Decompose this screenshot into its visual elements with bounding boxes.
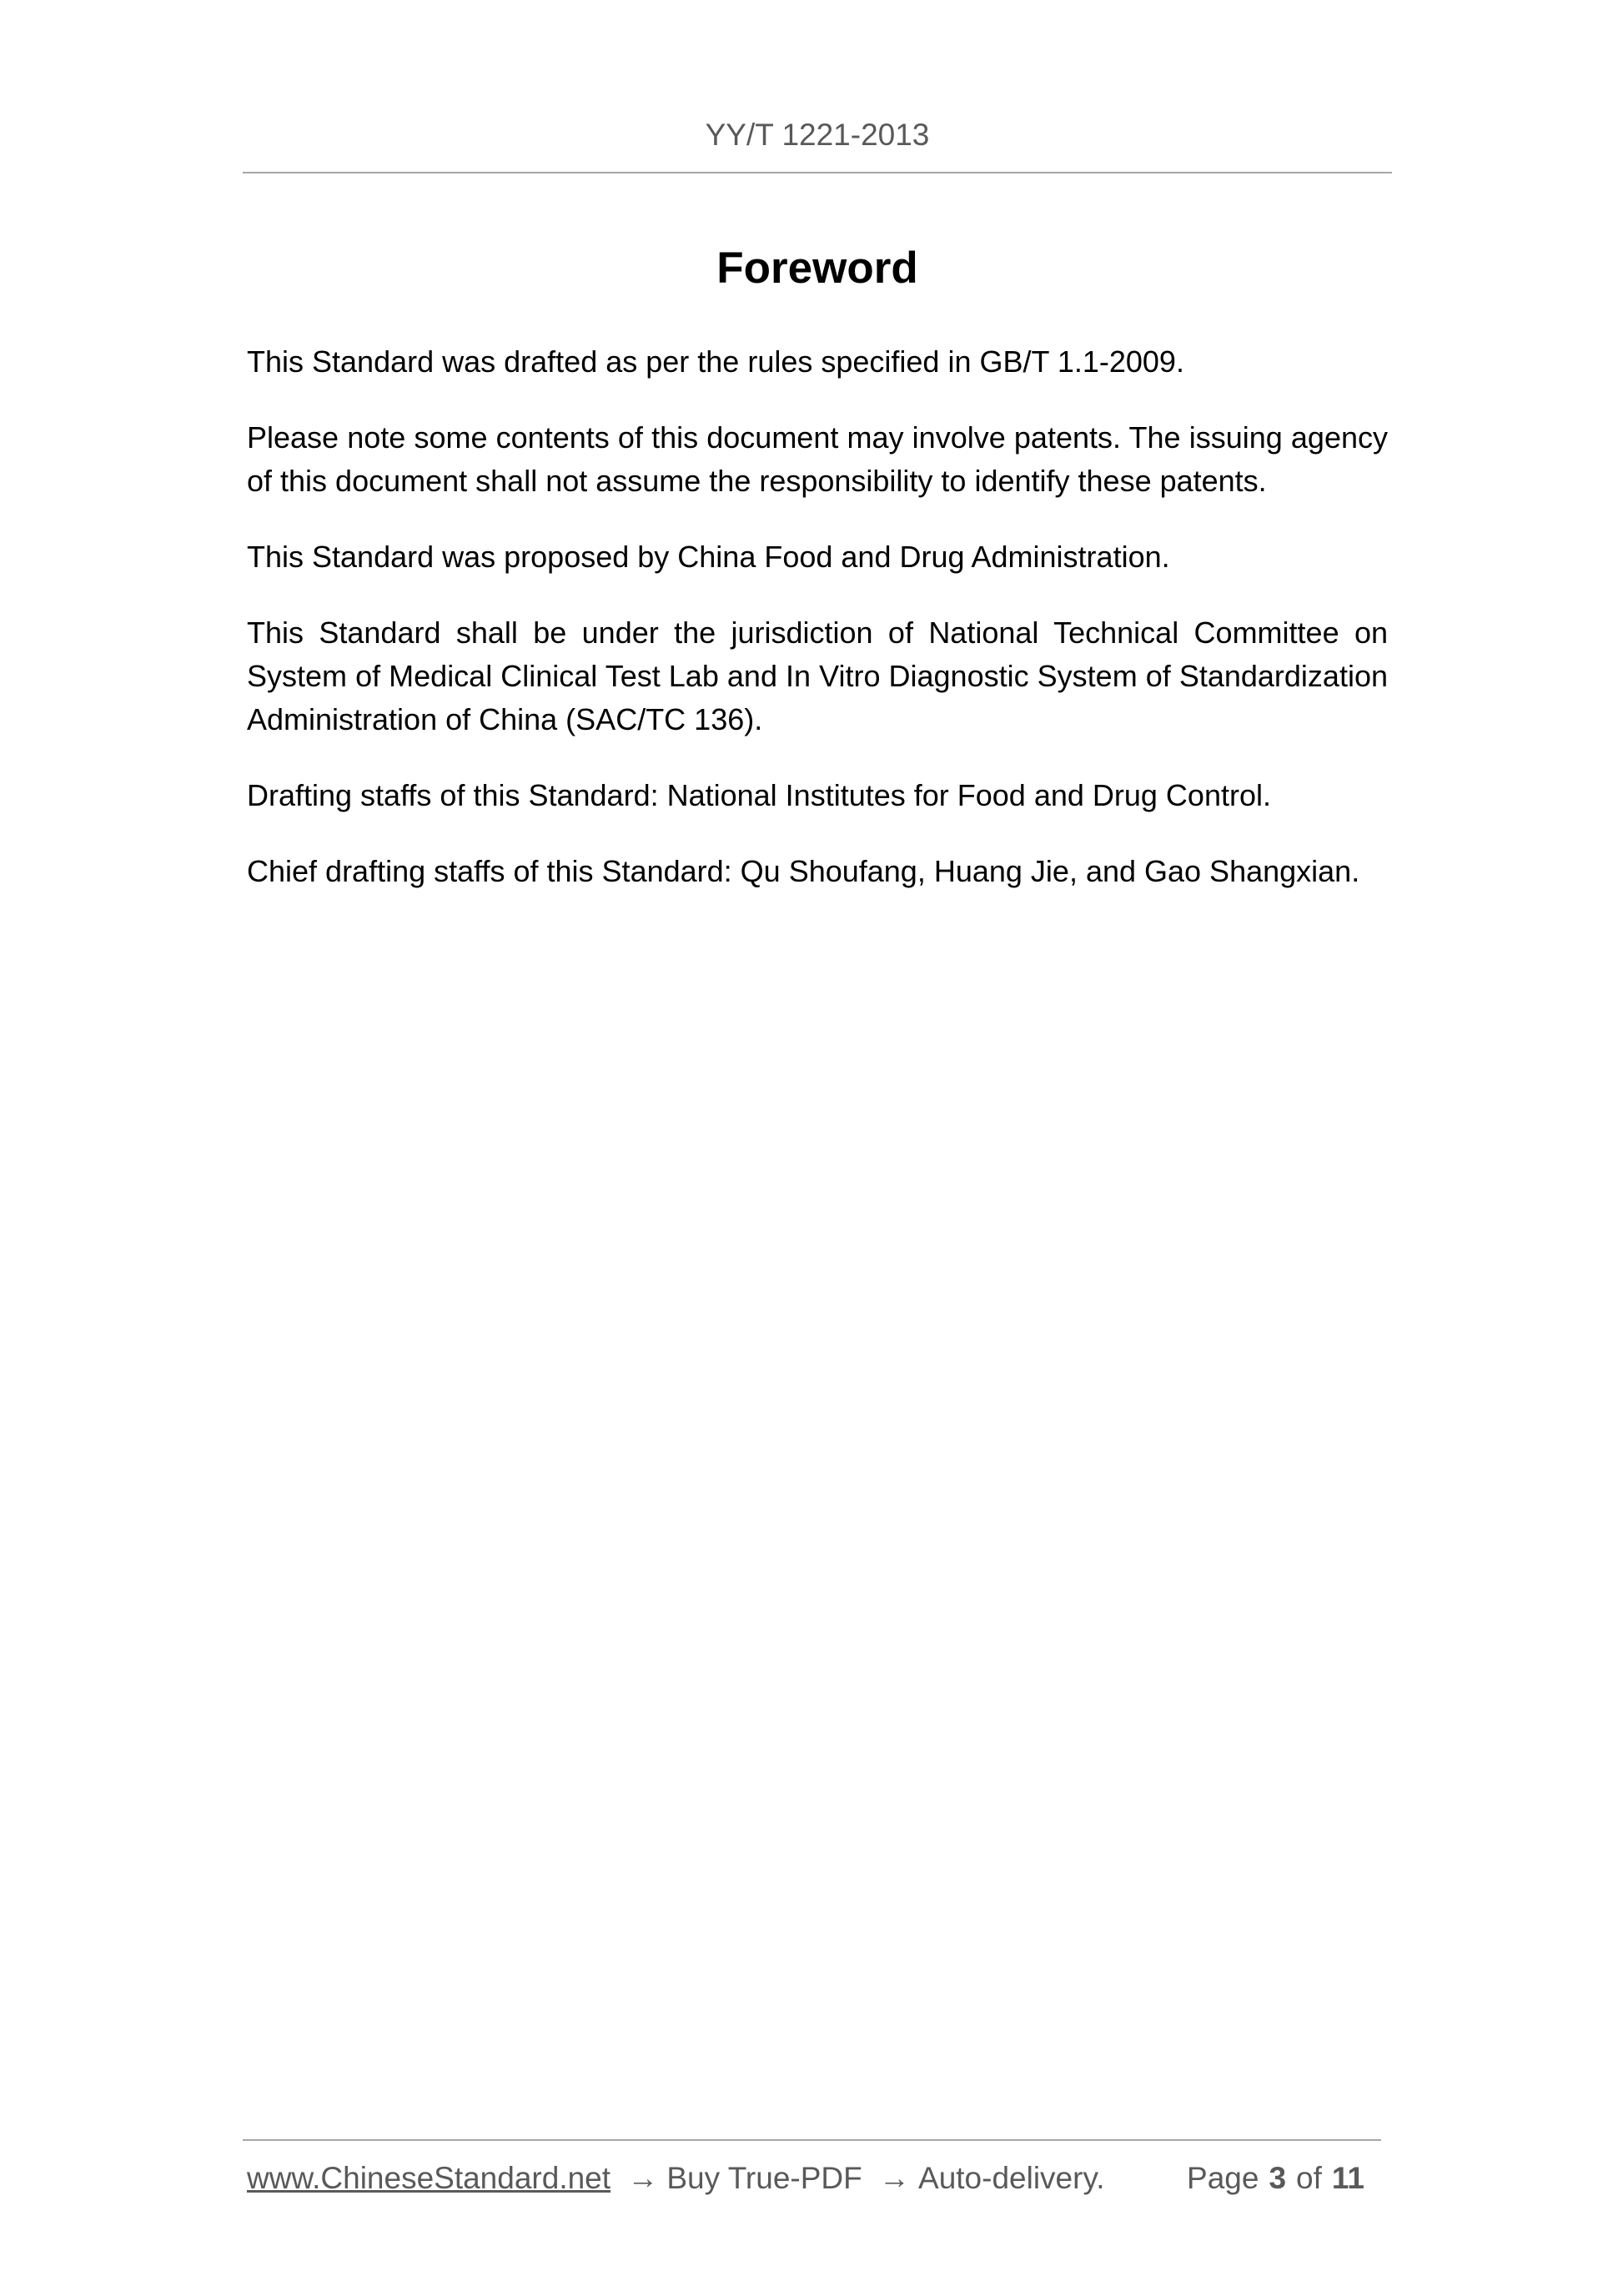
paragraph-patents-note: Please note some contents of this document may involve patents. The issuing agency of this document shall not assume the responsibility to identify these patents.: [247, 420, 1388, 498]
site-link[interactable]: www.ChineseStandard.net: [247, 2161, 611, 2195]
header-divider: [243, 172, 1392, 173]
page-label: Page: [1187, 2161, 1259, 2195]
paragraph-jurisdiction: This Standard shall be under the jurisdiction of National Technical Committee on System of Medical Clinical Test Lab and In Vitro Diagnostic System of Standardization Administration of China (SAC/TC 136).: [247, 615, 1388, 736]
footer-promo: [247, 2152, 1104, 2205]
buy-text: Buy True-PDF: [666, 2161, 862, 2195]
paragraph-proposer: This Standard was proposed by China Food and Drug Administration.: [247, 540, 1170, 574]
delivery-text: Auto-delivery.: [918, 2161, 1105, 2195]
page-footer: [247, 2152, 1381, 2205]
arrow-right-icon: →: [879, 2161, 911, 2195]
paragraph-drafting-organization: Drafting staffs of this Standard: National Institutes for Food and Drug Control.: [247, 778, 1271, 812]
running-header: YY/T 1221-2013: [705, 118, 930, 152]
page-title: Foreword: [716, 244, 918, 293]
arrow-right-icon: →: [627, 2161, 659, 2195]
paragraph-drafting-rules: This Standard was drafted as per the rules specified in GB/T 1.1-2009.: [247, 344, 1184, 379]
foreword-body: [247, 340, 1388, 926]
page-counter: [1187, 2152, 1374, 2205]
page-total: 11: [1331, 2161, 1364, 2195]
page-of-label: of: [1296, 2161, 1322, 2195]
page-current: 3: [1269, 2161, 1287, 2195]
footer-divider: [243, 2139, 1381, 2141]
paragraph-chief-drafters: Chief drafting staffs of this Standard: Qu Shoufang, Huang Jie, and Gao Shangxian.: [247, 854, 1360, 888]
